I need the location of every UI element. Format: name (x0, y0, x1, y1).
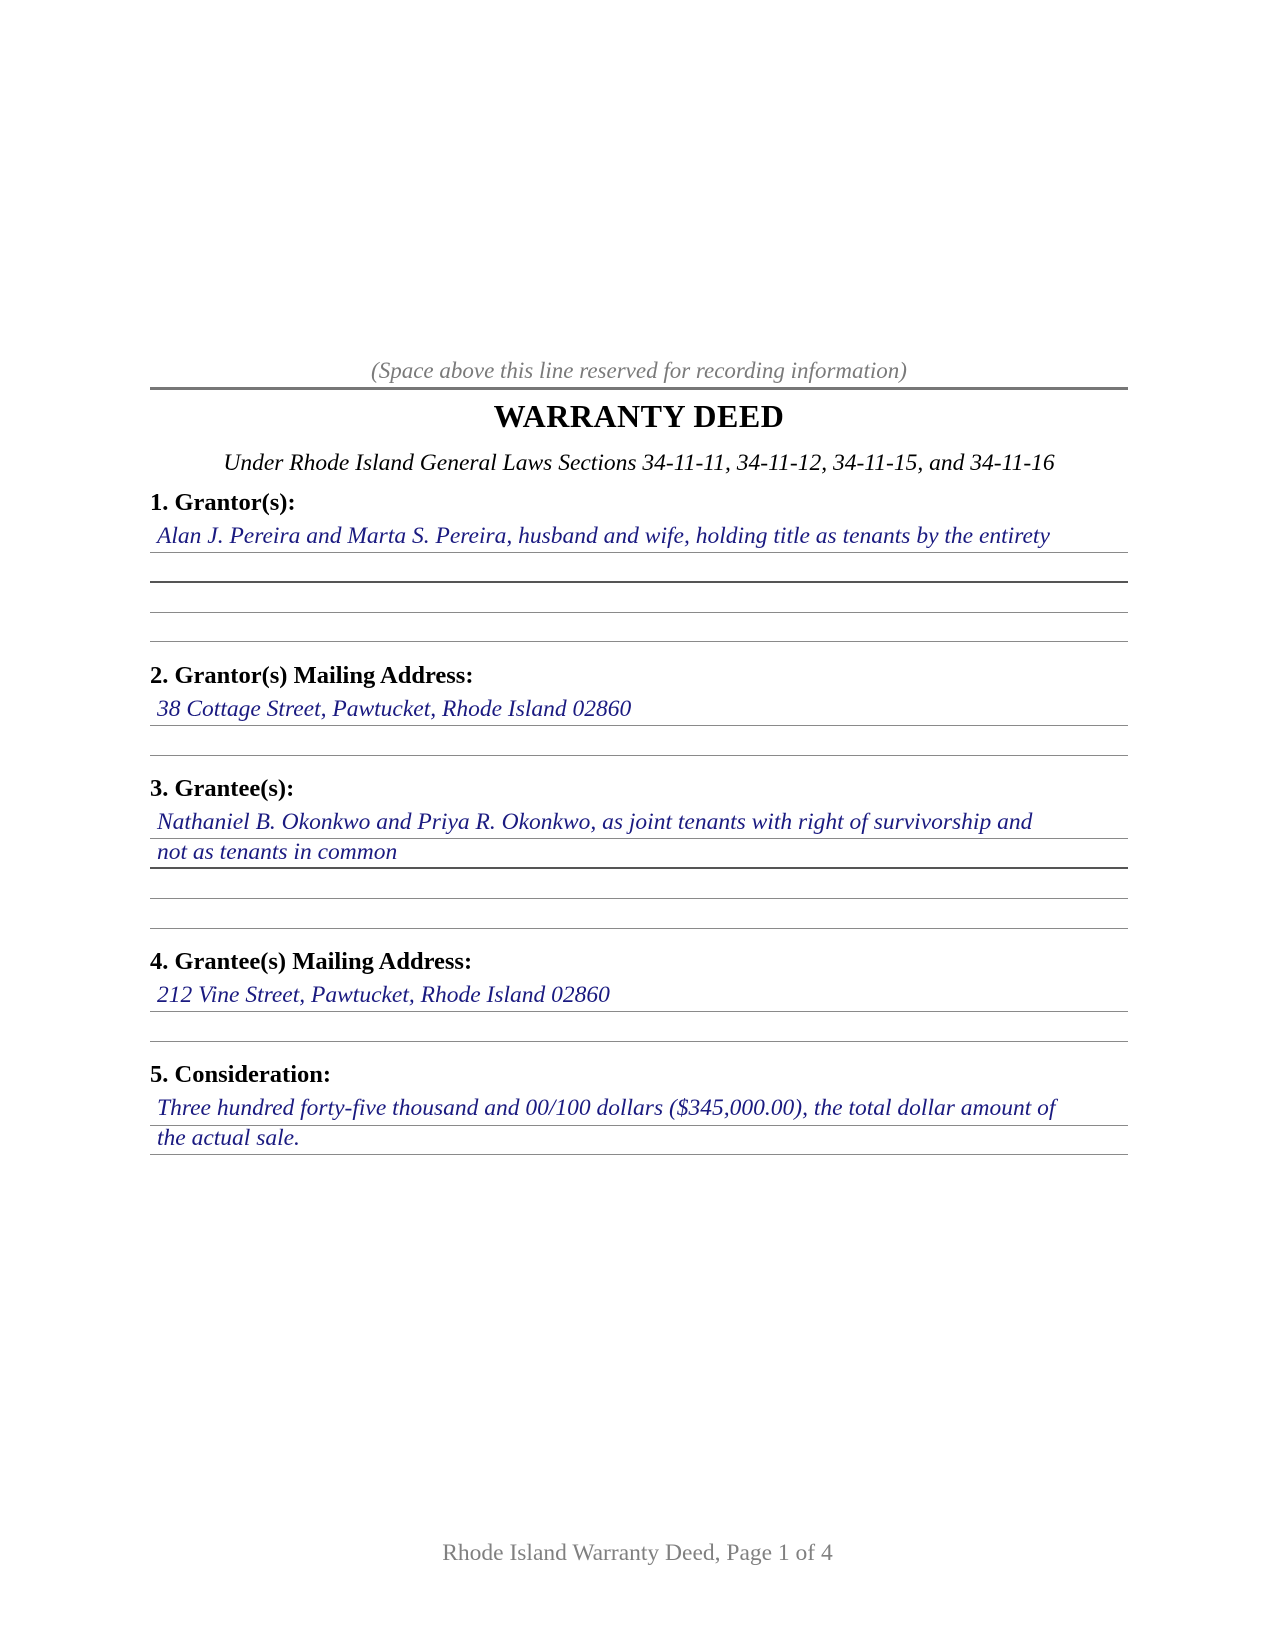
grantor-rule-3 (150, 612, 1128, 613)
grantee-address-rule-2 (150, 1041, 1128, 1042)
consideration-value-line-2: the actual sale. (157, 1125, 300, 1151)
grantee-rule-2 (150, 867, 1128, 869)
grantee-address-label: 4. Grantee(s) Mailing Address: (150, 948, 473, 975)
recording-space-note: (Space above this line reserved for recording information) (371, 358, 907, 383)
grantor-value-line-1: Alan J. Pereira and Marta S. Pereira, husband and wife, holding title as tenants by the entirety (157, 523, 1050, 549)
grantor-address-rule-2 (150, 755, 1128, 756)
grantor-rule-1 (150, 552, 1128, 553)
recording-divider (150, 387, 1128, 390)
grantor-address-label: 2. Grantor(s) Mailing Address: (150, 662, 474, 689)
grantor-label: 1. Grantor(s): (150, 489, 296, 516)
grantee-value-line-1: Nathaniel B. Okonkwo and Priya R. Okonkwo, as joint tenants with right of survivorship and (157, 809, 1033, 835)
grantee-value-line-2: not as tenants in common (157, 839, 398, 865)
grantor-rule-2 (150, 581, 1128, 583)
grantor-address-value: 38 Cottage Street, Pawtucket, Rhode Island 02860 (157, 696, 632, 722)
grantor-rule-4 (150, 641, 1128, 642)
deed-page (150, 0, 1128, 1650)
grantor-address-rule-1 (150, 725, 1128, 726)
document-title: WARRANTY DEED (493, 398, 785, 434)
grantee-address-value: 212 Vine Street, Pawtucket, Rhode Island 02860 (157, 982, 610, 1008)
grantee-address-rule-1 (150, 1011, 1128, 1012)
grantee-rule-3 (150, 898, 1128, 899)
grantee-rule-4 (150, 928, 1128, 929)
document-subtitle: Under Rhode Island General Laws Sections 34-11-11, 34-11-12, 34-11-15, and 34-11-16 (223, 450, 1055, 476)
consideration-rule-2 (150, 1154, 1128, 1155)
consideration-value-line-1: Three hundred forty-five thousand and 00/100 dollars ($345,000.00), the total dollar amount of (157, 1095, 1056, 1121)
grantee-label: 3. Grantee(s): (150, 775, 295, 802)
page-footer: Rhode Island Warranty Deed, Page 1 of 4 (442, 1540, 833, 1566)
consideration-label: 5. Consideration: (150, 1061, 332, 1088)
